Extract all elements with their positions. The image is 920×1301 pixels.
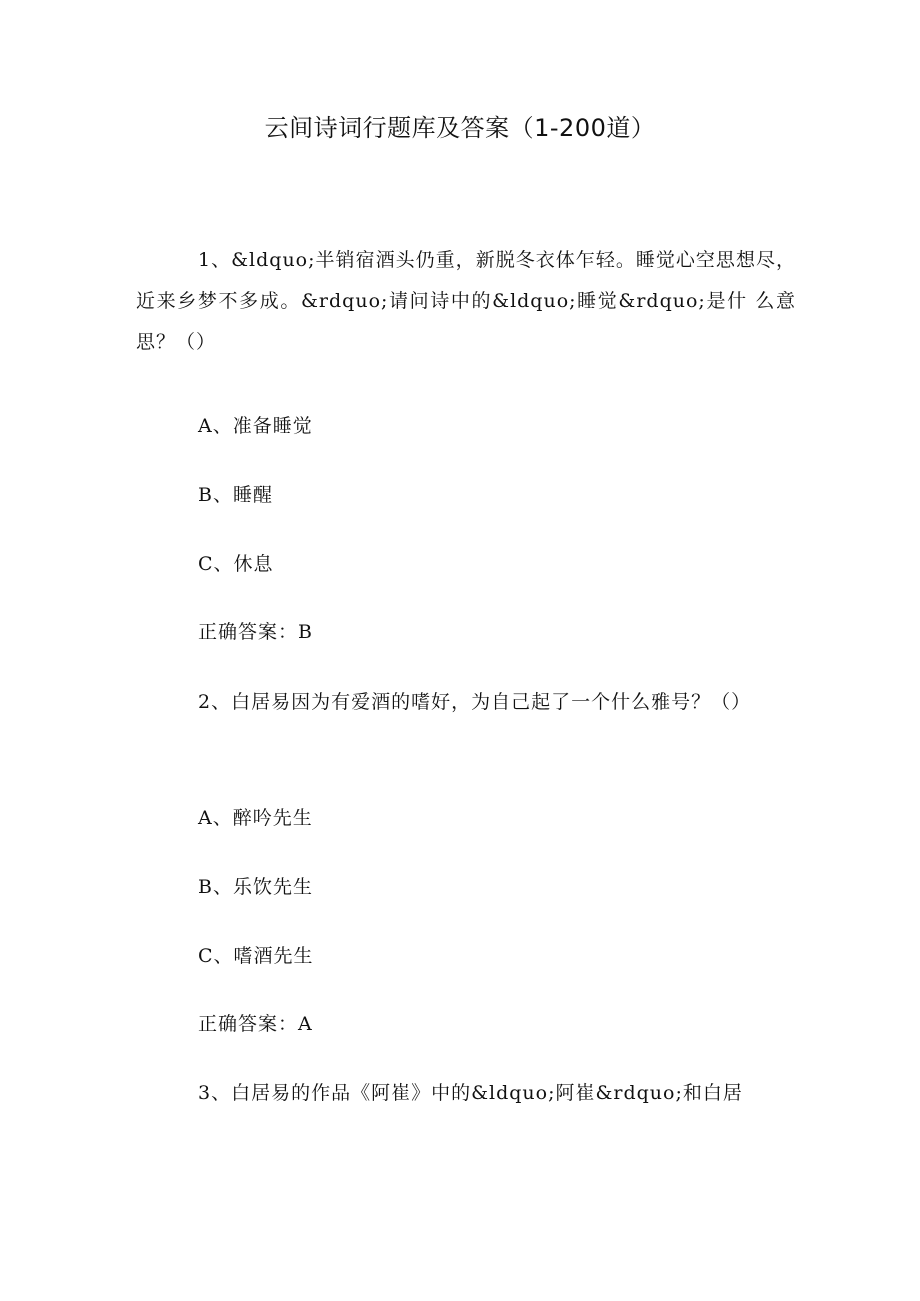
question-1-stem: 1、&ldquo;半销宿酒头仍重，新脱冬衣体乍轻。睡觉心空思想尽，近来乡梦不多成。&rdquo;请问诗中的&ldquo;睡觉&rdquo;是什 么意思？（） xyxy=(136,249,796,353)
question-1-answer: 正确答案：B xyxy=(198,621,313,643)
question-2-option-c: C、嗜酒先生 xyxy=(198,945,314,967)
question-2-answer: 正确答案：A xyxy=(198,1013,313,1035)
document-title: 云间诗词行题库及答案（1-200道） xyxy=(264,114,656,142)
question-1-option-b: B、睡醒 xyxy=(198,484,273,506)
question-2-option-b: B、乐饮先生 xyxy=(198,876,313,898)
question-1-option-a: A、准备睡觉 xyxy=(198,415,313,437)
question-3-stem: 3、白居易的作品《阿崔》中的&ldquo;阿崔&rdquo;和白居 xyxy=(198,1082,743,1104)
question-2-stem: 2、白居易因为有爱酒的嗜好，为自己起了一个什么雅号？（） xyxy=(198,691,752,713)
question-1-option-c: C、休息 xyxy=(198,553,274,575)
question-2-option-a: A、醉吟先生 xyxy=(198,807,313,829)
